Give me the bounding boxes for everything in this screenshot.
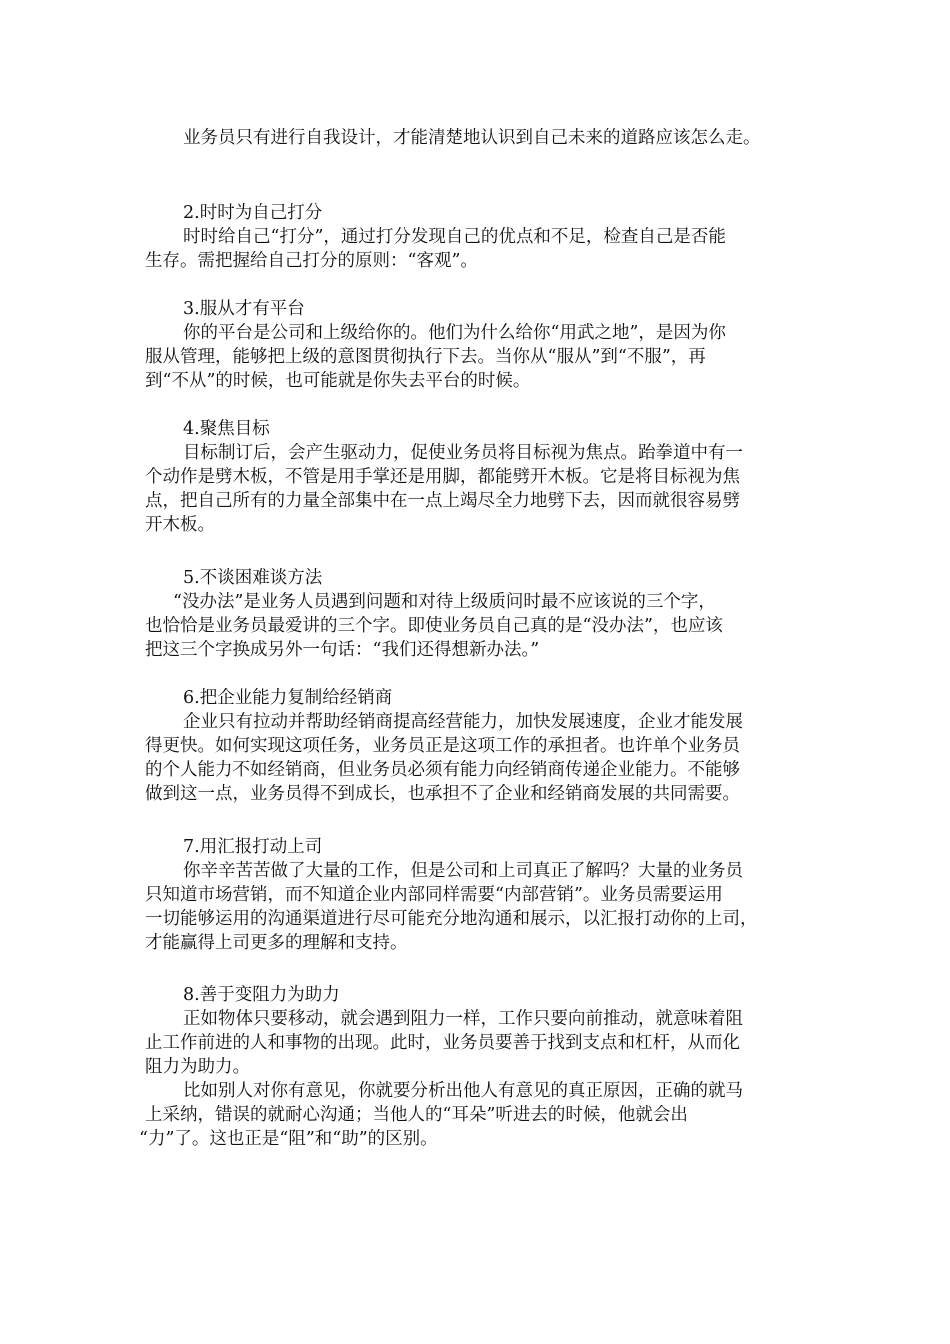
section-4 [145,417,810,537]
paragraph-line: 时时给自己“打分”，通过打分发现自己的优点和不足，检查自己是否能 [183,227,726,247]
paragraph-line: 只知道市场营销，而不知道企业内部同样需要“内部营销”。业务员需要运用 [145,885,723,905]
paragraph-line: 一切能够运用的沟通渠道进行尽可能充分地沟通和展示，以汇报打动你的上司， [145,909,758,929]
paragraph-line: 点，把自己所有的力量全部集中在一点上竭尽全力地劈下去，因而就很容易劈 [145,491,740,511]
paragraph-line: 才能赢得上司更多的理解和支持。 [145,933,408,953]
section-heading: 3.服从才有平台 [183,299,305,319]
paragraph-line: “没办法”是业务人员遇到问题和对待上级质问时最不应该说的三个字， [173,592,716,612]
section-5 [145,566,810,662]
paragraph-line: “力”了。这也正是“阻”和“助”的区别。 [139,1129,438,1149]
paragraph-line: 比如别人对你有意见，你就要分析出他人有意见的真正原因，正确的就马 [183,1081,743,1101]
section-7 [145,835,810,955]
section-heading: 5.不谈困难谈方法 [183,568,323,588]
paragraph-line: 服从管理，能够把上级的意图贯彻执行下去。当你从“服从”到“不服”，再 [145,347,706,367]
paragraph-line: 正如物体只要移动，就会遇到阻力一样，工作只要向前推动，就意味着阻 [183,1009,743,1029]
paragraph-line: 开木板。 [145,515,215,535]
paragraph-line: 把这三个字换成另外一句话：“我们还得想新办法。” [145,640,540,660]
section-2 [145,201,810,273]
paragraph-line: 生存。需把握给自己打分的原则：“客观”。 [145,251,478,271]
section-3 [145,297,810,393]
section-6 [145,686,810,806]
paragraph-line: 你的平台是公司和上级给你的。他们为什么给你“用武之地”，是因为你 [183,323,726,343]
paragraph-line: 你辛辛苦苦做了大量的工作，但是公司和上司真正了解吗？大量的业务员 [183,861,743,881]
section-heading: 7.用汇报打动上司 [183,837,323,857]
section-heading: 2.时时为自己打分 [183,203,323,223]
paragraph-line: 也恰恰是业务员最爱讲的三个字。即使业务员自己真的是“没办法”，也应该 [145,616,723,636]
section-8 [139,983,810,1151]
paragraph-line: 上采纳，错误的就耐心沟通；当他人的“耳朵”听进去的时候，他就会出 [145,1105,688,1125]
paragraph-line: 阻力为助力。 [145,1057,250,1077]
paragraph-line: 企业只有拉动并帮助经销商提高经营能力，加快发展速度，企业才能发展 [183,712,743,732]
paragraph-line: 止工作前进的人和事物的出现。此时，业务员要善于找到支点和杠杆，从而化 [145,1033,740,1053]
paragraph-line: 得更快。如何实现这项任务，业务员正是这项工作的承担者。也许单个业务员 [145,736,740,756]
paragraph-line: 的个人能力不如经销商，但业务员必须有能力向经销商传递企业能力。不能够 [145,760,740,780]
section-heading: 8.善于变阻力为助力 [183,985,340,1005]
intro-paragraph: 业务员只有进行自我设计，才能清楚地认识到自己未来的道路应该怎么走。 [183,128,761,148]
section-heading: 6.把企业能力复制给经销商 [183,688,393,708]
paragraph-line: 做到这一点，业务员得不到成长，也承担不了企业和经销商发展的共同需要。 [145,784,740,804]
paragraph-line: 目标制订后，会产生驱动力，促使业务员将目标视为焦点。跆拳道中有一 [183,443,743,463]
paragraph-line: 个动作是劈木板，不管是用手掌还是用脚，都能劈开木板。它是将目标视为焦 [145,467,740,487]
paragraph-line: 到“不从”的时候，也可能就是你失去平台的时候。 [145,371,531,391]
section-heading: 4.聚焦目标 [183,419,270,439]
